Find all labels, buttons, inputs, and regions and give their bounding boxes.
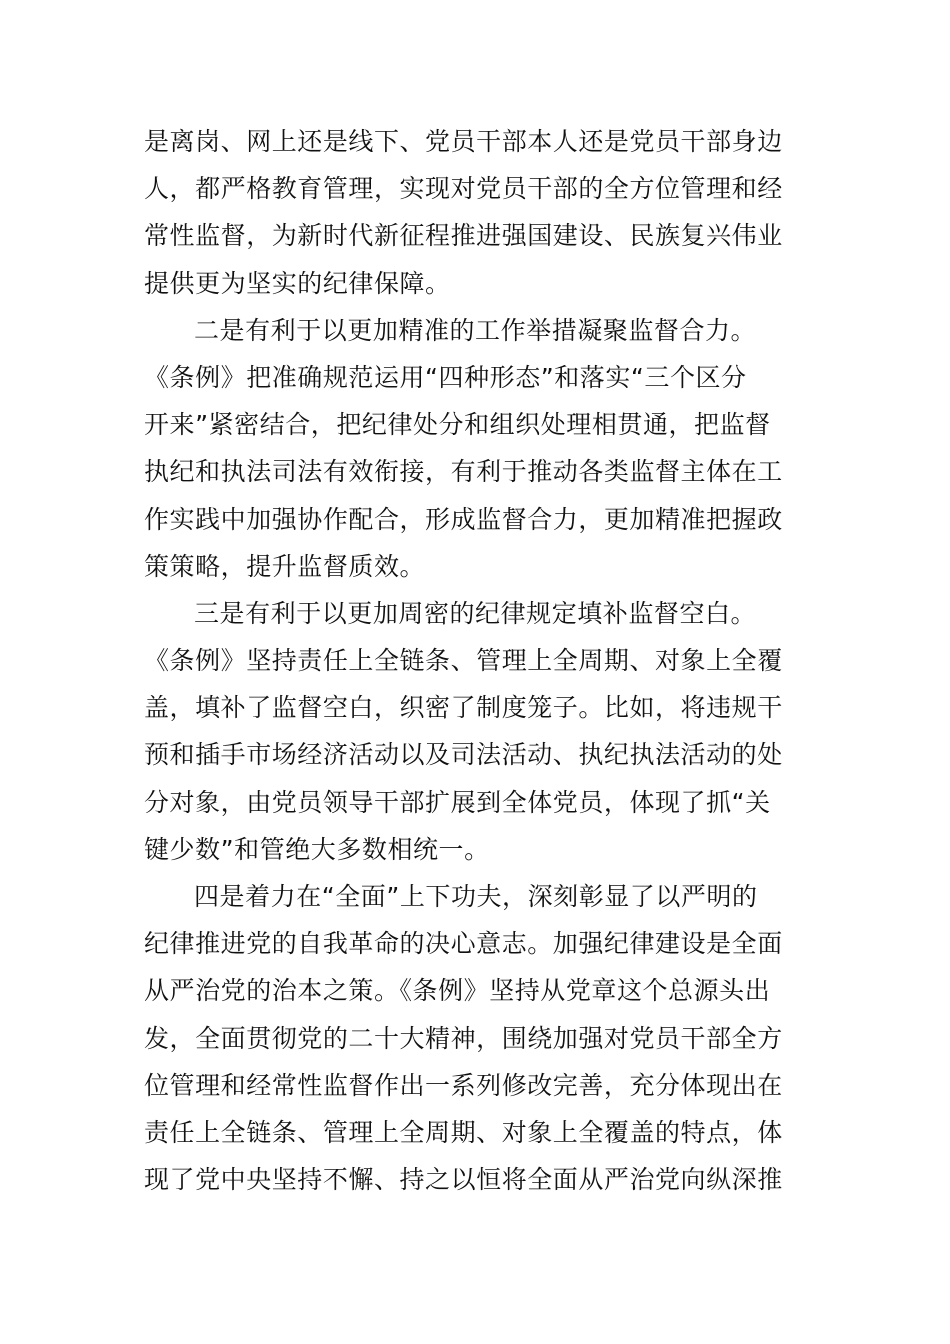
text-line: 《条例》坚持责任上全链条、管理上全周期、对象上全覆 [144,646,783,676]
text-line: 作实践中加强协作配合，形成监督合力，更加精准把握政 [144,504,783,534]
text-line: 发，全面贯彻党的二十大精神，围绕加强对党员干部全方 [144,1023,783,1053]
text-line: 从严治党的治本之策。《条例》坚持从党章这个总源头出 [144,976,771,1006]
paragraph-heading-3: 三是有利于以更加周密的纪律规定填补监督空白。 [194,598,757,628]
text-line: 键少数”和管绝大多数相统一。 [144,834,490,864]
text-line: 《条例》把准确规范运用“四种形态”和落实“三个区分 [144,362,747,392]
text-line: 责任上全链条、管理上全周期、对象上全覆盖的特点，体 [144,1117,783,1147]
text-line: 策策略，提升监督质效。 [144,551,426,581]
text-line: 人，都严格教育管理，实现对党员干部的全方位管理和经 [144,174,783,204]
text-line: 常性监督，为新时代新征程推进强国建设、民族复兴伟业 [144,221,783,251]
paragraph-heading-2: 二是有利于以更加精准的工作举措凝聚监督合力。 [194,315,757,345]
text-line: 是离岗、网上还是线下、党员干部本人还是党员干部身边 [144,127,783,156]
paragraph-heading-4: 四是着力在“全面”上下功夫，深刻彰显了以严明的 [194,882,758,911]
text-line: 预和插手市场经济活动以及司法活动、执纪执法活动的处 [144,740,783,770]
text-line: 分对象，由党员领导干部扩展到全体党员，体现了抓“关 [144,787,771,817]
text-line: 开来”紧密结合，把纪律处分和组织处理相贯通，把监督 [144,410,771,440]
body-text [144,118,794,1203]
text-line: 位管理和经常性监督作出一系列修改完善，充分体现出在 [144,1070,783,1100]
text-line: 盖，填补了监督空白，织密了制度笼子。比如，将违规干 [144,693,783,723]
text-line: 执纪和执法司法有效衔接，有利于推动各类监督主体在工 [144,457,783,487]
text-line: 纪律推进党的自我革命的决心意志。加强纪律建设是全面 [144,929,783,959]
text-line: 现了党中央坚持不懈、持之以恒将全面从严治党向纵深推 [144,1165,783,1195]
text-line: 提供更为坚实的纪律保障。 [144,268,451,298]
